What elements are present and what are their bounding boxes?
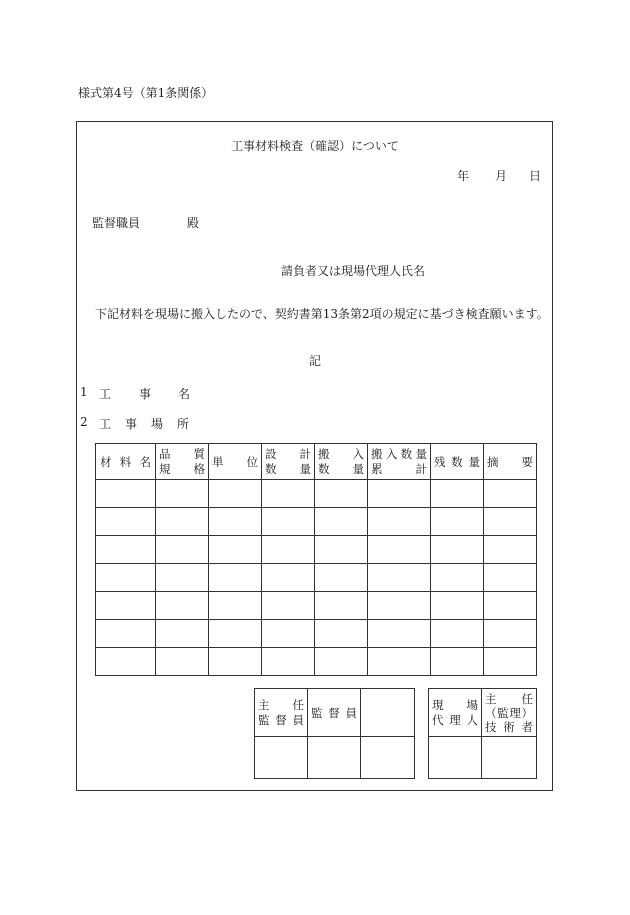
table-cell[interactable]	[262, 592, 315, 620]
table-cell[interactable]	[431, 592, 484, 620]
table-row	[96, 564, 537, 592]
header-unit: 単 位	[209, 444, 262, 480]
table-cell[interactable]	[315, 480, 368, 508]
table-cell[interactable]	[209, 508, 262, 536]
table-row	[96, 480, 537, 508]
stamp-cell[interactable]	[482, 737, 537, 779]
table-cell[interactable]	[431, 480, 484, 508]
table-cell[interactable]	[368, 536, 431, 564]
signature-header-row	[429, 689, 537, 737]
table-row	[96, 536, 537, 564]
stamp-cell[interactable]	[255, 737, 308, 779]
table-cell[interactable]	[209, 536, 262, 564]
item-char: 工	[99, 387, 112, 401]
table-cell[interactable]	[431, 508, 484, 536]
date-day: 日	[529, 169, 542, 183]
table-cell[interactable]	[484, 648, 537, 676]
item-number: 1	[80, 385, 88, 399]
table-cell[interactable]	[209, 620, 262, 648]
table-cell[interactable]	[368, 508, 431, 536]
table-cell[interactable]	[431, 648, 484, 676]
table-cell[interactable]	[484, 564, 537, 592]
signature-blank-cell[interactable]	[361, 689, 415, 737]
table-cell[interactable]	[431, 536, 484, 564]
header-cumulative-delivery: 搬 入 数 量 累 計	[368, 444, 431, 480]
table-cell[interactable]	[262, 536, 315, 564]
supervisor-signature-table	[254, 688, 415, 779]
applicant-label: 請負者又は現場代理人氏名	[281, 264, 426, 278]
item-char: 事	[125, 417, 138, 431]
item-char: 名	[178, 387, 191, 401]
header-quality-spec: 品 質 規 格	[156, 444, 209, 480]
header-delivered-quantity: 搬 入 数 量	[315, 444, 368, 480]
table-cell[interactable]	[156, 564, 209, 592]
item-construction-site	[80, 415, 190, 431]
table-cell[interactable]	[431, 564, 484, 592]
item-char: 事	[139, 387, 152, 401]
table-cell[interactable]	[96, 508, 156, 536]
table-cell[interactable]	[315, 620, 368, 648]
table-row	[96, 620, 537, 648]
table-cell[interactable]	[262, 564, 315, 592]
table-cell[interactable]	[156, 620, 209, 648]
table-cell[interactable]	[484, 480, 537, 508]
table-cell[interactable]	[96, 620, 156, 648]
header-chief-engineer: 主 任 （ 監 理 ） 技 術 者	[482, 689, 537, 737]
table-cell[interactable]	[156, 480, 209, 508]
addressee-role: 監督職員	[92, 216, 141, 230]
document-title: 工事材料検査（確認）について	[231, 139, 399, 153]
table-cell[interactable]	[96, 536, 156, 564]
stamp-cell[interactable]	[429, 737, 482, 779]
table-cell[interactable]	[209, 648, 262, 676]
item-char: 工	[99, 417, 112, 431]
ki-heading: 記	[309, 354, 322, 368]
table-cell[interactable]	[431, 620, 484, 648]
item-construction-name	[80, 385, 190, 401]
stamp-cell[interactable]	[361, 737, 415, 779]
table-cell[interactable]	[262, 508, 315, 536]
table-cell[interactable]	[368, 592, 431, 620]
table-cell[interactable]	[315, 536, 368, 564]
table-row	[96, 508, 537, 536]
table-cell[interactable]	[96, 480, 156, 508]
table-row	[96, 648, 537, 676]
table-cell[interactable]	[315, 592, 368, 620]
header-design-quantity: 設 計 数 量	[262, 444, 315, 480]
header-remarks: 摘 要	[484, 444, 537, 480]
header-site-agent: 現 場 代 理 人	[429, 689, 482, 737]
date-month: 月	[495, 169, 508, 183]
addressee-honorific: 殿	[187, 216, 200, 230]
header-chief-supervisor: 主 任 監 督 員	[255, 689, 308, 737]
date-line	[0, 167, 630, 183]
table-cell[interactable]	[484, 508, 537, 536]
table-cell[interactable]	[209, 480, 262, 508]
header-remaining-quantity: 残 数 量	[431, 444, 484, 480]
signature-stamp-row	[429, 737, 537, 779]
body-text: 下記材料を現場に搬入したので、契約書第13条第2項の規定に基づき検査願います。	[95, 307, 549, 321]
table-cell[interactable]	[156, 648, 209, 676]
stamp-cell[interactable]	[308, 737, 361, 779]
table-row	[96, 592, 537, 620]
table-cell[interactable]	[156, 592, 209, 620]
form-number: 様式第4号（第1条関係）	[78, 86, 214, 100]
signature-stamp-row	[255, 737, 415, 779]
signature-header-row	[255, 689, 415, 737]
table-cell[interactable]	[96, 592, 156, 620]
item-number: 2	[80, 415, 88, 429]
table-cell[interactable]	[368, 648, 431, 676]
item-char: 所	[177, 417, 190, 431]
materials-table	[95, 443, 537, 676]
table-header-row	[96, 444, 537, 480]
table-cell[interactable]	[262, 648, 315, 676]
table-cell[interactable]	[156, 536, 209, 564]
table-cell[interactable]	[315, 648, 368, 676]
contractor-signature-table	[428, 688, 537, 779]
table-cell[interactable]	[262, 480, 315, 508]
table-cell[interactable]	[156, 508, 209, 536]
item-char: 場	[151, 417, 164, 431]
date-year: 年	[457, 169, 470, 183]
table-cell[interactable]	[484, 536, 537, 564]
header-supervisor: 監 督 員	[308, 689, 361, 737]
table-cell[interactable]	[368, 480, 431, 508]
table-cell[interactable]	[209, 564, 262, 592]
table-cell[interactable]	[315, 564, 368, 592]
table-cell[interactable]	[96, 648, 156, 676]
table-cell[interactable]	[368, 564, 431, 592]
table-cell[interactable]	[262, 620, 315, 648]
table-cell[interactable]	[484, 620, 537, 648]
table-cell[interactable]	[96, 564, 156, 592]
table-cell[interactable]	[315, 508, 368, 536]
table-cell[interactable]	[368, 620, 431, 648]
table-cell[interactable]	[484, 592, 537, 620]
header-material-name: 材 料 名	[96, 444, 156, 480]
table-cell[interactable]	[209, 592, 262, 620]
